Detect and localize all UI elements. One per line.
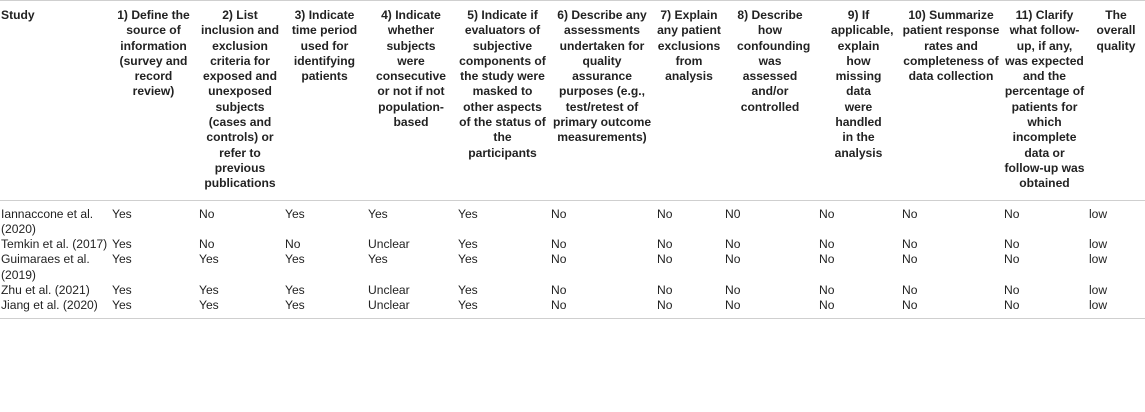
table-cell: No	[725, 252, 741, 267]
table-row	[0, 252, 1145, 283]
table-cell: Yes	[285, 206, 305, 221]
table-cell: Yes	[456, 298, 549, 318]
overall-quality-cell: low	[1089, 237, 1108, 252]
column-header-patient-exclusions: 7) Explain any patient exclusions from analysis	[655, 1, 723, 201]
table-cell: No	[819, 252, 835, 267]
table-cell: Yes	[199, 252, 219, 267]
table-cell: No	[657, 237, 673, 252]
table-cell: Yes	[458, 252, 478, 267]
column-header-study: Study	[0, 1, 110, 201]
table-cell: No	[819, 283, 835, 298]
overall-quality-cell: low	[1087, 298, 1145, 318]
table-cell: No	[657, 283, 673, 298]
table-cell: Yes	[112, 206, 132, 221]
table-cell: No	[723, 298, 817, 318]
study-name-cell: Zhu et al. (2021)	[1, 283, 90, 298]
table-cell: No	[551, 237, 567, 252]
table-cell: No	[902, 237, 918, 252]
table-cell: Yes	[458, 237, 478, 252]
table-cell: Yes	[458, 206, 478, 221]
table-cell: Yes	[283, 298, 366, 318]
table-cell: No	[725, 283, 741, 298]
table-cell: Yes	[197, 298, 283, 318]
table-cell: No	[819, 237, 835, 252]
table-cell: No	[900, 298, 1002, 318]
table-cell: No	[551, 252, 567, 267]
table-cell: No	[199, 206, 215, 221]
table-cell: No	[1004, 252, 1020, 267]
column-header-missing-data: 9) If applicable, explain how missing data were handled in the analysis	[817, 1, 900, 201]
column-header-confounding: 8) Describe how confounding was assessed and/or controlled	[723, 1, 817, 201]
table-cell: No	[549, 298, 655, 318]
table-cell: No	[902, 252, 918, 267]
table-row	[0, 283, 1145, 298]
table-cell: Yes	[110, 298, 197, 318]
table-cell: Yes	[285, 283, 305, 298]
table-cell: No	[285, 237, 301, 252]
column-header-consecutive-subjects: 4) Indicate whether subjects were consecutive or not if not population-based	[366, 1, 456, 201]
table-cell: No	[902, 283, 918, 298]
overall-quality-cell: low	[1089, 252, 1108, 267]
study-name-cell: Jiang et al. (2020)	[0, 298, 110, 318]
overall-quality-cell: low	[1089, 206, 1108, 221]
table-cell: No	[551, 283, 567, 298]
table-cell: Yes	[112, 283, 132, 298]
table-cell: No	[1004, 237, 1020, 252]
table-cell: Unclear	[366, 298, 456, 318]
table-cell: No	[1004, 283, 1020, 298]
table-cell: Yes	[368, 206, 388, 221]
table-cell: Unclear	[368, 237, 410, 252]
column-header-evaluator-masking: 5) Indicate if evaluators of subjective components of the study were masked to other aspects of the status of the participants	[456, 1, 549, 201]
table-cell: No	[551, 206, 567, 221]
column-header-response-rates: 10) Summarize patient response rates and completeness of data collection	[900, 1, 1002, 201]
table-cell: No	[1004, 206, 1020, 221]
study-name-cell: Temkin et al. (2017)	[1, 237, 108, 252]
table-row	[0, 237, 1145, 252]
table-cell: No	[657, 252, 673, 267]
table-cell: Yes	[112, 237, 132, 252]
study-name-cell: Iannaccone et al. (2020)	[1, 206, 94, 236]
table-cell: No	[902, 206, 918, 221]
header-row	[0, 1, 1145, 201]
table-cell: No	[657, 206, 673, 221]
table-cell: Yes	[368, 252, 388, 267]
column-header-follow-up: 11) Clarify what follow-up, if any, was expected and the percentage of patients for which incomplete data or follow-up was obtained	[1002, 1, 1087, 201]
column-header-overall-quality: The overall quality	[1087, 1, 1145, 201]
table-cell: Yes	[458, 283, 478, 298]
table-cell: Yes	[199, 283, 219, 298]
table-cell: No	[819, 206, 835, 221]
table-cell: No	[1002, 298, 1087, 318]
table-cell: No	[655, 298, 723, 318]
table-cell: Yes	[112, 252, 132, 267]
table-row	[0, 298, 1145, 318]
column-header-inclusion-exclusion-criteria: 2) List inclusion and exclusion criteria for exposed and unexposed subjects (cases and controls) or refer to previous publications	[197, 1, 283, 201]
table-cell: Unclear	[368, 283, 410, 298]
table-cell: No	[725, 237, 741, 252]
study-name-cell: Guimaraes et al. (2019)	[1, 252, 90, 282]
column-header-source-of-information: 1) Define the source of information (survey and record review)	[110, 1, 197, 201]
table-cell: Yes	[285, 252, 305, 267]
table-cell: No	[817, 298, 900, 318]
overall-quality-cell: low	[1089, 283, 1108, 298]
table-row	[0, 200, 1145, 237]
column-header-time-period: 3) Indicate time period used for identifying patients	[283, 1, 366, 201]
table-cell: No	[199, 237, 215, 252]
table-cell: N0	[725, 206, 741, 221]
column-header-quality-assurance: 6) Describe any assessments undertaken for quality assurance purposes (e.g., test/retest of primary outcome measurements)	[549, 1, 655, 201]
